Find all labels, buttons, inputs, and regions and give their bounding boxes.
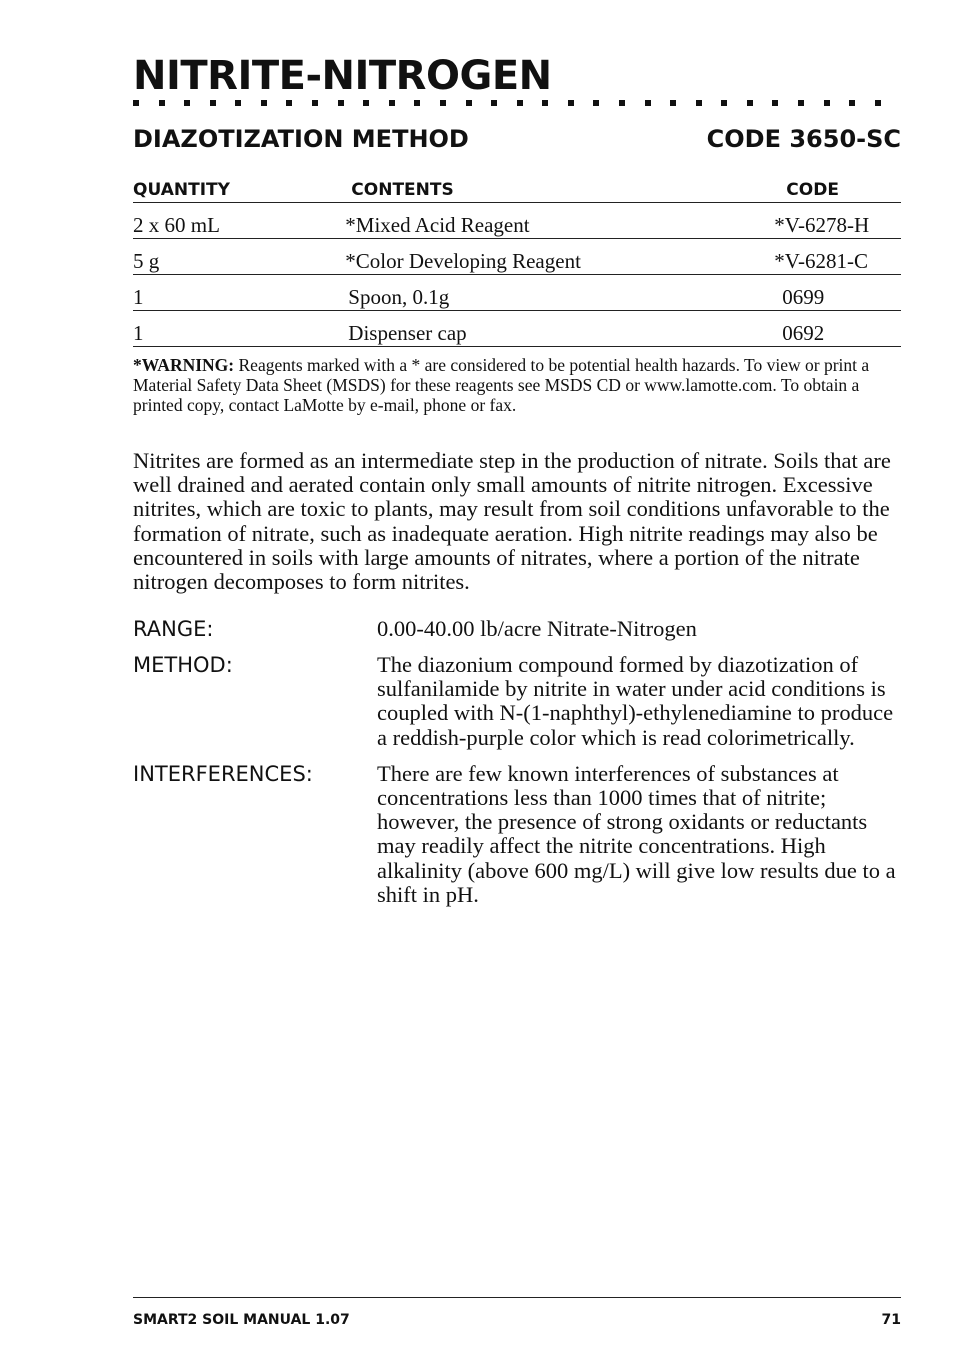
code-cell: *V-6278-H xyxy=(774,203,901,239)
intro-paragraph: Nitrites are formed as an intermediate step in the production of nitrate. Soils that are well drained and aerated contain only small amounts of nitrite nitrogen. Excessive nitrites, which are toxic to plants, may result from soil conditions unfavorable to the formation of nitrate, such as inadequate aeration. High nitrite readings may also be encountered in soils with large amounts of nitrates, where a portion of the nitrate nitrogen decomposes to form nitrites. xyxy=(133,448,891,595)
method-name: DIAZOTIZATION METHOD xyxy=(133,125,469,153)
warning-text: Reagents marked with a * are considered to be potential health hazards. To view or print a Material Safety Data Sheet (MSDS) for these reagents see MSDS CD or www.lamotte.com. To obtain a printed copy, contact LaMotte by e-mail, phone or fax. xyxy=(133,355,870,415)
subheader xyxy=(133,124,901,154)
code-cell: 0692 xyxy=(774,311,901,347)
definition-range xyxy=(133,617,901,641)
table-row xyxy=(133,275,901,311)
definition-interferences xyxy=(133,762,901,907)
column-header-contents: CONTENTS xyxy=(337,174,774,203)
page-title: NITRITE-NITROGEN xyxy=(133,53,552,99)
page-number: 71 xyxy=(881,1312,901,1328)
table-row xyxy=(133,239,901,275)
kit-code: CODE 3650-SC xyxy=(706,125,901,153)
warning-label: *WARNING: xyxy=(133,355,235,375)
definition-text: The diazonium compound formed by diazotization of sulfanilamide by nitrite in water under acid conditions is coupled with N-(1-naphthyl)-ethylenediamine to produce a reddish-purple color which is read colorimetrically. xyxy=(377,651,894,750)
contents-cell: *Color Developing Reagent xyxy=(337,239,774,275)
table-row xyxy=(133,203,901,239)
column-header-code: CODE xyxy=(774,174,901,203)
contents-cell: Dispenser cap xyxy=(337,311,774,347)
code-cell: *V-6281-C xyxy=(774,239,901,275)
code-cell: 0699 xyxy=(774,275,901,311)
quantity-cell: 1 xyxy=(133,311,337,347)
definition-method xyxy=(133,653,901,750)
contents-cell: *Mixed Acid Reagent xyxy=(337,203,774,239)
manual-name: SMART2 SOIL MANUAL 1.07 xyxy=(133,1312,350,1328)
table-row xyxy=(133,311,901,347)
contents-table xyxy=(133,174,901,347)
table-header-row xyxy=(133,174,901,203)
column-header-quantity: QUANTITY xyxy=(133,174,337,203)
definition-text: 0.00-40.00 lb/acre Nitrate-Nitrogen xyxy=(377,615,697,641)
contents-cell: Spoon, 0.1g xyxy=(337,275,774,311)
warning-note xyxy=(133,355,901,415)
quantity-cell: 1 xyxy=(133,275,337,311)
definition-term: RANGE: xyxy=(133,616,214,641)
page-footer xyxy=(133,1297,901,1328)
document-page xyxy=(133,52,901,919)
quantity-cell: 2 x 60 mL xyxy=(133,203,337,239)
quantity-cell: 5 g xyxy=(133,239,337,275)
definition-term: METHOD: xyxy=(133,652,233,677)
definition-text: There are few known interferences of substances at concentrations less than 1000 times that of nitrite; however, the presence of strong oxidants or reductants may readily affect the nitrite concentrations. High alkalinity (above 600 mg/L) will give low results due to a shift in pH. xyxy=(377,760,896,907)
definitions-list xyxy=(133,617,901,907)
definition-term: INTERFERENCES: xyxy=(133,761,313,786)
dotted-rule xyxy=(133,100,881,110)
